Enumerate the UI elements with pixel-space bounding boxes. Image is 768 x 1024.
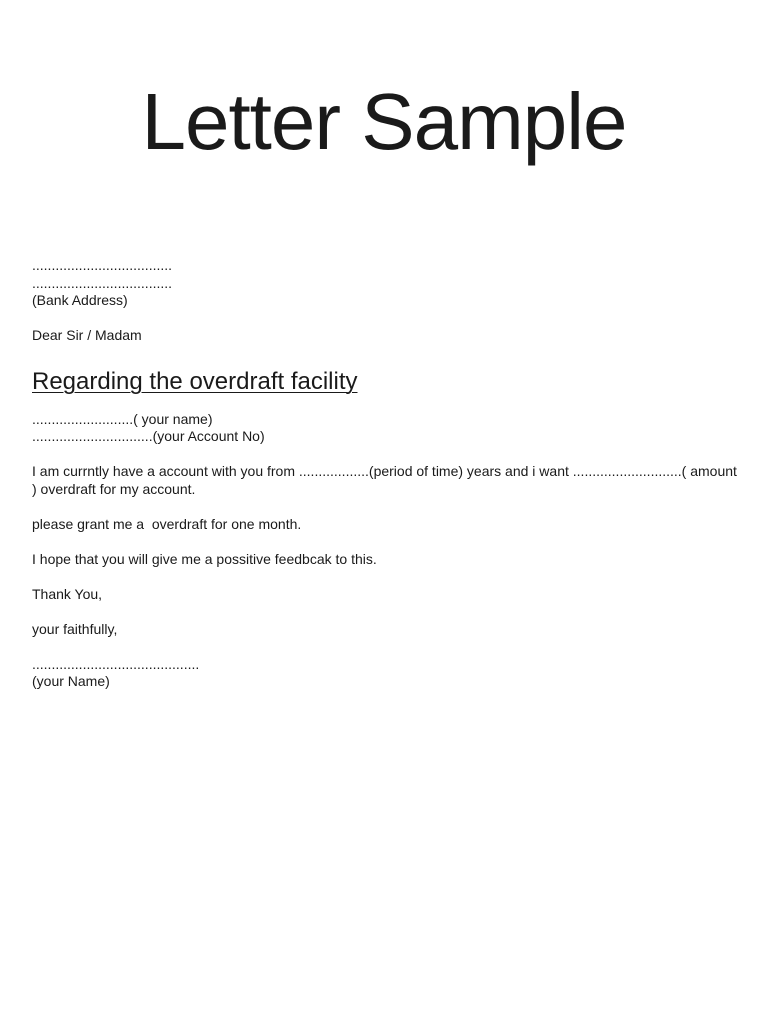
bank-address-label: (Bank Address) (32, 292, 128, 308)
body-paragraph-2: please grant me a overdraft for one month. (32, 515, 302, 532)
spacer (32, 310, 742, 328)
spacer (32, 533, 742, 551)
signature-label: (your Name) (32, 673, 110, 689)
letter-body (32, 257, 742, 691)
spacer (32, 498, 742, 516)
your-name-line: ..........................( your name) (32, 410, 213, 427)
spacer (32, 568, 742, 586)
page-title: Letter Sample (141, 77, 627, 166)
closing-signoff: your faithfully, (32, 620, 118, 637)
subject-heading: Regarding the overdraft facility (32, 367, 358, 395)
spacer (32, 603, 742, 621)
bank-address-line-1: .................................... (32, 257, 173, 273)
spacer (32, 446, 742, 464)
salutation: Dear Sir / Madam (32, 327, 142, 343)
bank-address-line-2: .................................... (32, 274, 173, 291)
body-paragraph-1: I am currntly have a account with you from ..................(period of time) years and i want ............................( amount ) overdraft for my account. (32, 463, 741, 497)
signature-line: ........................................... (32, 655, 200, 672)
spacer (32, 638, 742, 656)
closing-thanks: Thank You, (32, 585, 103, 602)
body-paragraph-3: I hope that you will give me a possitive feedbcak to this. (32, 550, 377, 567)
account-number-line: ...............................(your Account No) (32, 428, 265, 444)
